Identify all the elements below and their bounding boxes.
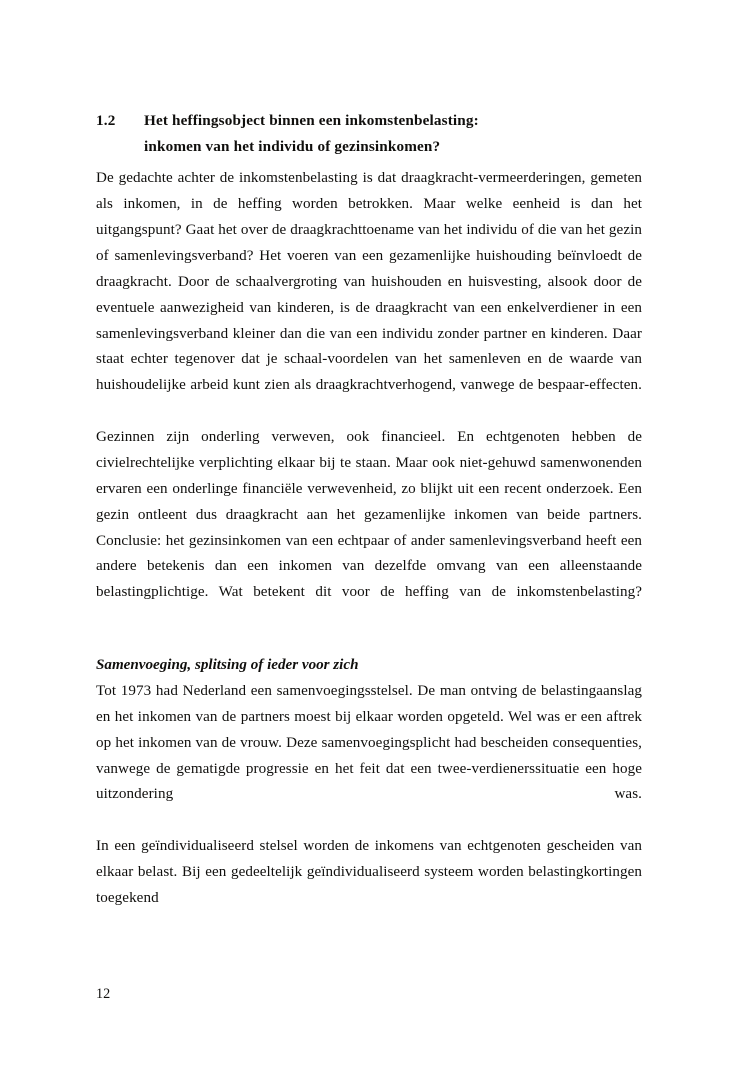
section-heading-line2: inkomen van het individu of gezinsinkomen?: [144, 138, 441, 156]
subheading: Samenvoeging, splitsing of ieder voor zich: [96, 657, 359, 674]
section-heading-line1: Het heffingsobject binnen een inkomstenbelasting:: [144, 112, 479, 129]
paragraph: Gezinnen zijn onderling verweven, ook financieel. En echtgenoten hebben de civielrechtelijke verplichting elkaar bij te staan. Maar ook niet-gehuwd samenwonenden ervaren een onderlinge financiële verwevenheid, zo blijkt uit een recent onderzoek. Een gezin ontleent dus draagkracht aan het gezamenlijke inkomen van beide partners. Conclusie: het gezinsinkomen van een echtpaar of ander samenlevingsverband heeft een andere betekenis dan een inkomen van dezelfde omvang van een alleenstaande belastingplichtige. Wat betekent dit voor de heffing van de inkomstenbelasting?: [96, 429, 642, 601]
page-content: [96, 108, 642, 938]
paragraph: De gedachte achter de inkomstenbelasting is dat draagkracht-vermeerderingen, gemeten als inkomen, in de heffing worden betrokken. Maar welke eenheid is dan het uitgangspunt? Gaat het over de draagkrachttoename van het individu of die van het gezin of samenlevingsverband? Het voeren van een gezamenlijke huishouding beïnvloedt de draagkracht. Door de schaalvergroting van huishouden en huisvesting, alsook door de eventuele aanwezigheid van kinderen, is de draagkracht van een enkelverdiener in een samenlevingsverband kleiner dan die van een individu zonder partner en kinderen. Daar staat echter tegenover dat je schaal-voordelen van het samenleven en de waarde van huishoudelijke arbeid kunt zien als draagkrachtverhogend, vanwege de bespaar-effecten.: [96, 170, 642, 394]
section-heading: [96, 108, 642, 160]
page-number: 12: [96, 986, 111, 1002]
paragraph: Tot 1973 had Nederland een samenvoegingsstelsel. De man ontving de belastingaanslag en het inkomen van de partners moest bij elkaar worden opgeteld. Wel was er een aftrek op het inkomen van de vrouw. Deze samenvoegingsplicht had bescheiden consequenties, vanwege de gematigde progressie en het feit dat een twee-verdienerssituatie een hoge uitzondering was.: [96, 682, 642, 803]
section-number: 1.2: [96, 112, 116, 129]
paragraph: In een geïndividualiseerd stelsel worden de inkomens van echtgenoten gescheiden van elkaar belast. Bij een gedeeltelijk geïndividualiseerd systeem worden belastingkortingen toegekend: [96, 838, 642, 906]
